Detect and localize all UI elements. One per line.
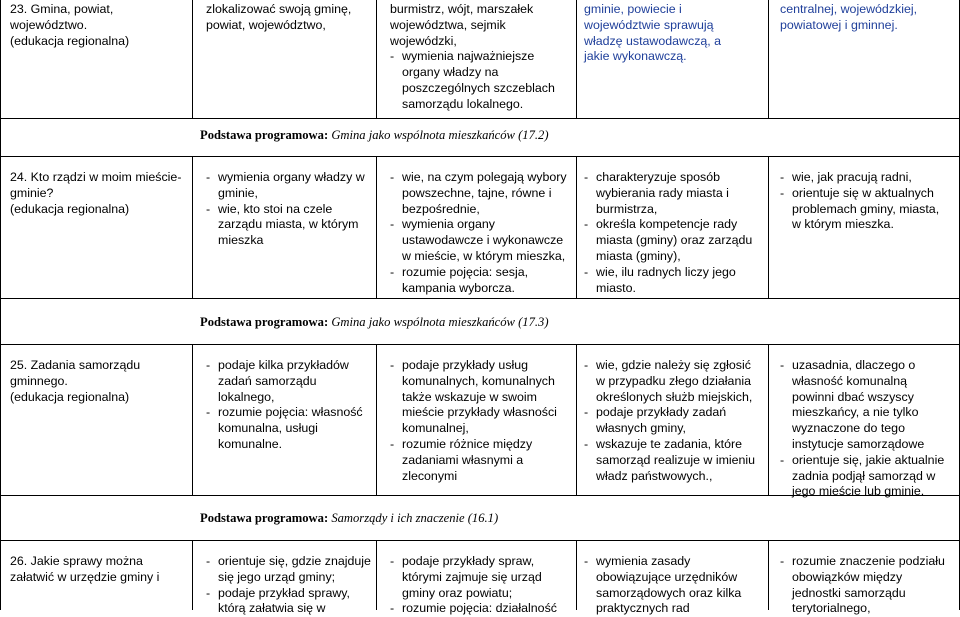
requirement-line: terytorialnego, (792, 601, 871, 616)
table-cell-col2 (206, 358, 374, 453)
requirement-line: - uzasadnia, dlaczego o (792, 358, 916, 372)
requirement-item (584, 265, 768, 297)
requirement-line: którą załatwia się w (218, 601, 326, 616)
col-divider (376, 0, 377, 118)
table-cell-col4 (584, 358, 768, 484)
requirement-line: poszczególnych szczeblach (402, 80, 555, 95)
table-cell-col3 (390, 358, 574, 484)
requirement-item (390, 49, 574, 112)
table-cell-col3 (390, 2, 574, 113)
col-divider (768, 156, 769, 298)
table-cell-col4 (584, 554, 768, 617)
requirement-item (206, 554, 374, 586)
requirement-line: województwie sprawują (584, 17, 714, 32)
requirement-line: miasto. (596, 280, 636, 295)
requirement-line: instytucje samorządowe (792, 436, 925, 451)
requirement-line: powinni dbać wszyscy (792, 389, 914, 404)
requirement-item (206, 405, 374, 452)
requirement-line: - rozumie znaczenie podziału (792, 554, 945, 568)
core-curriculum-text: Gmina jako wspólnota mieszkańców (17.2) (331, 128, 549, 142)
requirement-line: jakie wykonawczą. (584, 49, 687, 64)
requirement-line: - orientuje się, jakie aktualnie (792, 452, 945, 467)
requirement-line: - podaje kilka przykładów (218, 358, 349, 372)
requirement-line: określonych służb miejskich, (596, 389, 753, 404)
col-divider (768, 344, 769, 495)
requirement-line: miasta (gminy) oraz zarządu (596, 233, 753, 248)
table-cell-col2 (206, 170, 374, 249)
requirement-item (390, 601, 574, 617)
requirement-line: organy władzy na (402, 65, 499, 80)
requirement-item (206, 586, 374, 617)
table-cell-col4 (584, 170, 768, 296)
col-divider (576, 540, 577, 610)
col-divider (192, 156, 193, 298)
core-curriculum-label: Podstawa programowa: (200, 511, 329, 525)
requirement-line: mieście przykłady własności (402, 405, 557, 420)
requirement-line: w przypadku złego działania (596, 373, 751, 388)
requirement-item (780, 186, 956, 233)
requirement-line: władzę ustawodawczą, a (584, 33, 722, 48)
core-curriculum-label: Podstawa programowa: (200, 128, 329, 142)
requirement-line: - wie, na czym polegają wybory (402, 170, 567, 184)
core-curriculum-label: Podstawa programowa: (200, 315, 329, 329)
col-divider (576, 344, 577, 495)
requirement-line: władz państwowych., (596, 468, 713, 483)
topic-line: gminie? (10, 185, 54, 200)
requirement-line: - wie, ilu radnych liczy jego (596, 264, 736, 279)
table-cell-col5 (780, 358, 956, 500)
table-cell-col5 (780, 2, 956, 34)
requirement-line: - wymienia zasady (596, 554, 691, 568)
table-cell-col4 (584, 2, 768, 65)
table-cell-col5 (780, 554, 956, 617)
core-curriculum-reference (200, 315, 549, 331)
requirement-item (584, 2, 768, 65)
requirement-item (780, 554, 956, 617)
requirement-line: obowiązujące urzędników (596, 569, 738, 584)
col-divider (576, 0, 577, 118)
topic-line: gminnego. (10, 373, 68, 388)
requirement-item (390, 554, 574, 601)
requirement-line: centralnej, wojewódzkiej, (780, 2, 918, 16)
requirement-line: zleconymi (402, 468, 458, 483)
requirement-line: - wskazuje te zadania, które (596, 436, 743, 451)
topic-line: (edukacja regionalna) (10, 201, 130, 216)
requirement-line: - wie, kto stoi na czele (218, 201, 333, 216)
core-curriculum-text: Samorządy i ich znaczenie (16.1) (331, 511, 499, 525)
requirement-line: - wie, gdzie należy się zgłosić (596, 358, 751, 372)
requirement-item (390, 265, 574, 297)
requirement-line: samorząd realizuje w imieniu (596, 452, 756, 467)
requirement-line: którymi zajmuje się urząd (402, 569, 542, 584)
requirement-line: - wie, jak pracują radni, (792, 170, 912, 184)
requirement-item (584, 217, 768, 264)
requirement-line: - podaje przykłady usług (402, 358, 529, 372)
topic-line: województwo. (10, 17, 88, 32)
requirement-line: gminie, (218, 185, 258, 200)
requirement-line: samorządu lokalnego. (402, 96, 524, 111)
requirement-line: burmistrza, (596, 201, 658, 216)
requirement-item (390, 2, 574, 49)
requirement-item (206, 358, 374, 405)
row-divider (0, 298, 959, 299)
requirement-line: mieszka (218, 233, 264, 248)
requirement-line: gminie, powiecie i (584, 2, 682, 16)
requirement-line: samorządowych oraz kilka (596, 585, 742, 600)
requirement-line: wojewódzki, (390, 33, 457, 48)
requirement-line: zadaniami własnymi a (402, 452, 524, 467)
requirement-line: gminy oraz powiatu; (402, 585, 513, 600)
requirement-line: - rozumie różnice między (402, 436, 533, 451)
table-cell-col2 (206, 2, 374, 34)
requirement-line: - rozumie pojęcia: własność (218, 405, 363, 420)
requirement-line: - wymienia organy władzy w (218, 170, 365, 184)
requirement-line: - rozumie pojęcia: sesja, (402, 264, 529, 279)
row-divider (0, 156, 959, 157)
topic-line: 26. Jakie sprawy można (10, 554, 143, 568)
col-divider (376, 344, 377, 495)
col-divider (376, 540, 377, 610)
requirement-line: komunalne. (218, 436, 283, 451)
requirement-line: - orientuje się, gdzie znajduje (218, 554, 371, 568)
requirement-line: województwa, sejmik (390, 17, 506, 32)
requirement-line: jednostki samorządu (792, 585, 906, 600)
requirement-item (780, 453, 956, 500)
table-cell-col1 (10, 358, 188, 405)
requirement-item (584, 170, 768, 217)
table-cell-col2 (206, 554, 374, 617)
table-cell-col1 (10, 170, 188, 217)
col-divider (192, 540, 193, 610)
topic-line: (edukacja regionalna) (10, 389, 130, 404)
requirement-line: w którym mieszka. (792, 217, 894, 232)
requirement-line: powszechne, tajne, równe i (402, 185, 552, 200)
requirement-line: wybierania rady miasta i (596, 185, 729, 200)
col-divider (768, 540, 769, 610)
requirement-item (390, 437, 574, 484)
topic-line: załatwić w urzędzie gminy i (10, 569, 160, 584)
requirement-line: - określa kompetencje rady (596, 217, 738, 232)
col-divider (192, 0, 193, 118)
requirement-line: powiat, województwo, (206, 17, 326, 32)
requirement-item (390, 217, 574, 264)
table-cell-col3 (390, 554, 574, 617)
requirement-line: własnych gminy, (596, 421, 686, 436)
requirement-line: komunalna, usługi (218, 421, 318, 436)
requirement-line: - wymienia najważniejsze (402, 49, 535, 64)
requirement-item (584, 405, 768, 437)
requirement-line: się jego urząd gminy; (218, 569, 336, 584)
requirement-line: w mieście, w którym mieszka, (402, 248, 566, 263)
requirement-line: - podaje przykłady zadań (596, 405, 727, 420)
requirement-line: komunalnych, komunalnych (402, 373, 555, 388)
table-cell-col3 (390, 170, 574, 296)
requirement-line: - rozumie pojęcia: działalność (402, 601, 557, 616)
topic-line: 25. Zadania samorządu (10, 358, 141, 372)
col-divider (576, 156, 577, 298)
requirement-line: powiatowej i gminnej. (780, 17, 898, 32)
table-cell-col5 (780, 170, 956, 233)
requirement-item (206, 2, 374, 34)
core-curriculum-reference (200, 128, 549, 144)
requirement-line: mieszkańcy, a nie tylko (792, 405, 919, 420)
requirement-line: - podaje przykłady spraw, (402, 554, 535, 568)
requirement-line: - charakteryzuje sposób (596, 170, 720, 184)
requirement-item (206, 202, 374, 249)
requirement-line: - podaje przykład sprawy, (218, 585, 351, 600)
requirement-line: zlokalizować swoją gminę, (206, 2, 352, 16)
requirement-line: obowiązków między (792, 569, 903, 584)
requirement-item (390, 358, 574, 437)
requirement-line: kampania wyborcza. (402, 280, 515, 295)
requirement-line: bezpośrednie, (402, 201, 480, 216)
requirement-line: zadnia podjął samorząd w (792, 468, 936, 483)
requirement-item (584, 554, 768, 617)
requirement-line: problemach gminy, miasta, (792, 201, 940, 216)
col-divider (192, 344, 193, 495)
table-cell-col1 (10, 554, 188, 586)
requirement-item (390, 170, 574, 217)
row-divider (0, 344, 959, 345)
requirement-line: zadań samorządu (218, 373, 317, 388)
requirement-line: - wymienia organy (402, 217, 495, 232)
col-divider (0, 0, 1, 610)
requirement-item (780, 170, 956, 186)
topic-line: (edukacja regionalna) (10, 33, 130, 48)
row-divider (0, 540, 959, 541)
core-curriculum-reference (200, 511, 498, 527)
requirement-item (206, 170, 374, 202)
requirement-line: zarządu miasta, w którym (218, 217, 359, 232)
topic-line: 23. Gmina, powiat, (10, 2, 114, 16)
row-divider (0, 118, 959, 119)
requirement-item (584, 358, 768, 405)
topic-line: 24. Kto rządzi w moim mieście- (10, 170, 182, 184)
requirement-line: wyznaczone do tego (792, 421, 905, 436)
requirement-item (584, 437, 768, 484)
requirement-line: miasta (gminy), (596, 248, 681, 263)
requirement-item (780, 2, 956, 34)
col-divider (768, 0, 769, 118)
requirement-line: ustawodawcze i wykonawcze (402, 233, 564, 248)
requirement-line: burmistrz, wójt, marszałek (390, 2, 534, 16)
requirement-line: komunalnej, (402, 421, 469, 436)
core-curriculum-text: Gmina jako wspólnota mieszkańców (17.3) (331, 315, 549, 329)
requirement-line: jego mieście lub gminie. (792, 484, 925, 499)
requirement-item (780, 358, 956, 453)
table-cell-col1 (10, 2, 188, 49)
col-divider (376, 156, 377, 298)
requirement-line: także wskazuje w swoim (402, 389, 537, 404)
requirement-line: praktycznych rad (596, 601, 690, 616)
requirement-line: własność komunalną (792, 373, 908, 388)
requirement-line: - orientuje się w aktualnych (792, 185, 934, 200)
requirement-line: lokalnego, (218, 389, 275, 404)
